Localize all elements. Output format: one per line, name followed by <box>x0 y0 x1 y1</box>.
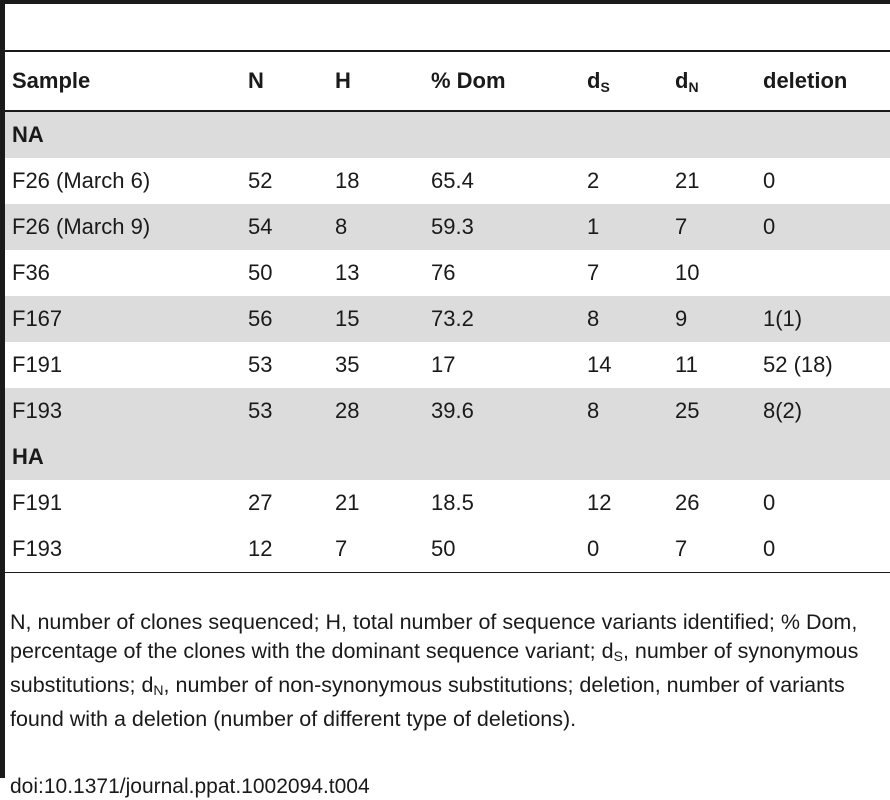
header-ds-subscript: S <box>600 78 610 95</box>
cell-deletion: 8(2) <box>756 388 890 434</box>
header-sample: Sample <box>5 52 241 111</box>
cell-pct-dom: 73.2 <box>424 296 580 342</box>
header-dn-subscript: N <box>688 78 699 95</box>
footnote-part-2: , number of synonymous substitutions; d <box>10 639 859 697</box>
cell-deletion: 52 (18) <box>763 352 833 377</box>
cell-h: 15 <box>328 296 424 342</box>
cell-deletion <box>756 250 890 296</box>
table-row <box>5 480 890 526</box>
header-pct-dom: % Dom <box>424 52 580 111</box>
cell-ds: 8 <box>580 296 668 342</box>
cell-h: 7 <box>328 526 424 573</box>
header-n: N <box>241 52 328 111</box>
header-dn-base: d <box>675 67 689 93</box>
header-ds-base: d <box>587 67 601 93</box>
cell-dn: 11 <box>675 352 698 377</box>
cell-ds: 14 <box>587 352 612 377</box>
cell-sample: F36 <box>12 260 50 285</box>
header-deletion: deletion <box>756 52 890 111</box>
cell-ds: 12 <box>587 490 612 515</box>
cell-pct-dom: 17 <box>431 352 456 377</box>
cell-pct-dom: 65.4 <box>431 168 474 193</box>
footnote-part-3: , number of non-synonymous substitutions; deletion, number of variants found with a deletion (number of different type of deletions). <box>10 673 845 731</box>
cell-deletion: 0 <box>756 204 890 250</box>
footnote-subscript-s: S <box>613 648 623 664</box>
cell-dn: 7 <box>668 204 756 250</box>
cell-h: 18 <box>335 168 360 193</box>
cell-pct-dom: 76 <box>431 260 456 285</box>
header-ds <box>580 52 668 111</box>
header-dn <box>668 52 756 111</box>
data-table <box>5 52 890 573</box>
cell-n: 52 <box>248 168 273 193</box>
cell-dn: 10 <box>675 260 700 285</box>
cell-deletion: 0 <box>763 490 776 515</box>
cell-sample: F26 (March 9) <box>5 204 241 250</box>
cell-n: 53 <box>248 352 273 377</box>
cell-n: 56 <box>241 296 328 342</box>
cell-sample: F193 <box>5 388 241 434</box>
cell-ds: 1 <box>580 204 668 250</box>
cell-deletion: 0 <box>756 526 890 573</box>
table-row <box>5 388 890 434</box>
cell-h: 8 <box>328 204 424 250</box>
table-header-row <box>5 52 890 111</box>
cell-sample: F191 <box>12 490 63 515</box>
table-footnote <box>10 608 890 734</box>
cell-pct-dom: 39.6 <box>424 388 580 434</box>
section-label: HA <box>5 434 890 480</box>
data-table-container <box>5 52 890 573</box>
cell-deletion: 0 <box>763 168 776 193</box>
header-h: H <box>328 52 424 111</box>
table-row <box>5 250 890 296</box>
cell-sample: F193 <box>5 526 241 573</box>
cell-sample: F191 <box>12 352 63 377</box>
cell-deletion: 1(1) <box>756 296 890 342</box>
cell-n: 12 <box>241 526 328 573</box>
table-row <box>5 158 890 204</box>
section-label: NA <box>5 111 890 158</box>
cell-ds: 0 <box>580 526 668 573</box>
footnote-subscript-n: N <box>153 682 164 698</box>
section-row-na <box>5 111 890 158</box>
top-border-rule <box>5 0 890 4</box>
cell-pct-dom: 18.5 <box>431 490 474 515</box>
cell-n: 53 <box>241 388 328 434</box>
cell-ds: 2 <box>587 168 600 193</box>
table-row <box>5 296 890 342</box>
cell-h: 13 <box>335 260 360 285</box>
doi-link[interactable]: doi:10.1371/journal.ppat.1002094.t004 <box>10 775 370 798</box>
table-row <box>5 204 890 250</box>
table-row <box>5 526 890 573</box>
cell-dn: 7 <box>668 526 756 573</box>
cell-dn: 9 <box>668 296 756 342</box>
cell-ds: 7 <box>587 260 600 285</box>
cell-n: 27 <box>248 490 273 515</box>
cell-dn: 25 <box>668 388 756 434</box>
cell-n: 50 <box>248 260 273 285</box>
cell-pct-dom: 59.3 <box>424 204 580 250</box>
cell-dn: 26 <box>675 490 700 515</box>
cell-sample: F167 <box>5 296 241 342</box>
cell-h: 28 <box>328 388 424 434</box>
cell-dn: 21 <box>675 168 700 193</box>
cell-pct-dom: 50 <box>424 526 580 573</box>
cell-sample: F26 (March 6) <box>12 168 151 193</box>
table-row <box>5 342 890 388</box>
cell-n: 54 <box>241 204 328 250</box>
section-row-ha <box>5 434 890 480</box>
footnote-part-1: N, number of clones sequenced; H, total number of sequence variants identified; % Dom, percentage of the clones with the dominant sequence variant; d <box>10 610 858 663</box>
cell-ds: 8 <box>580 388 668 434</box>
cell-h: 21 <box>335 490 360 515</box>
cell-h: 35 <box>335 352 360 377</box>
